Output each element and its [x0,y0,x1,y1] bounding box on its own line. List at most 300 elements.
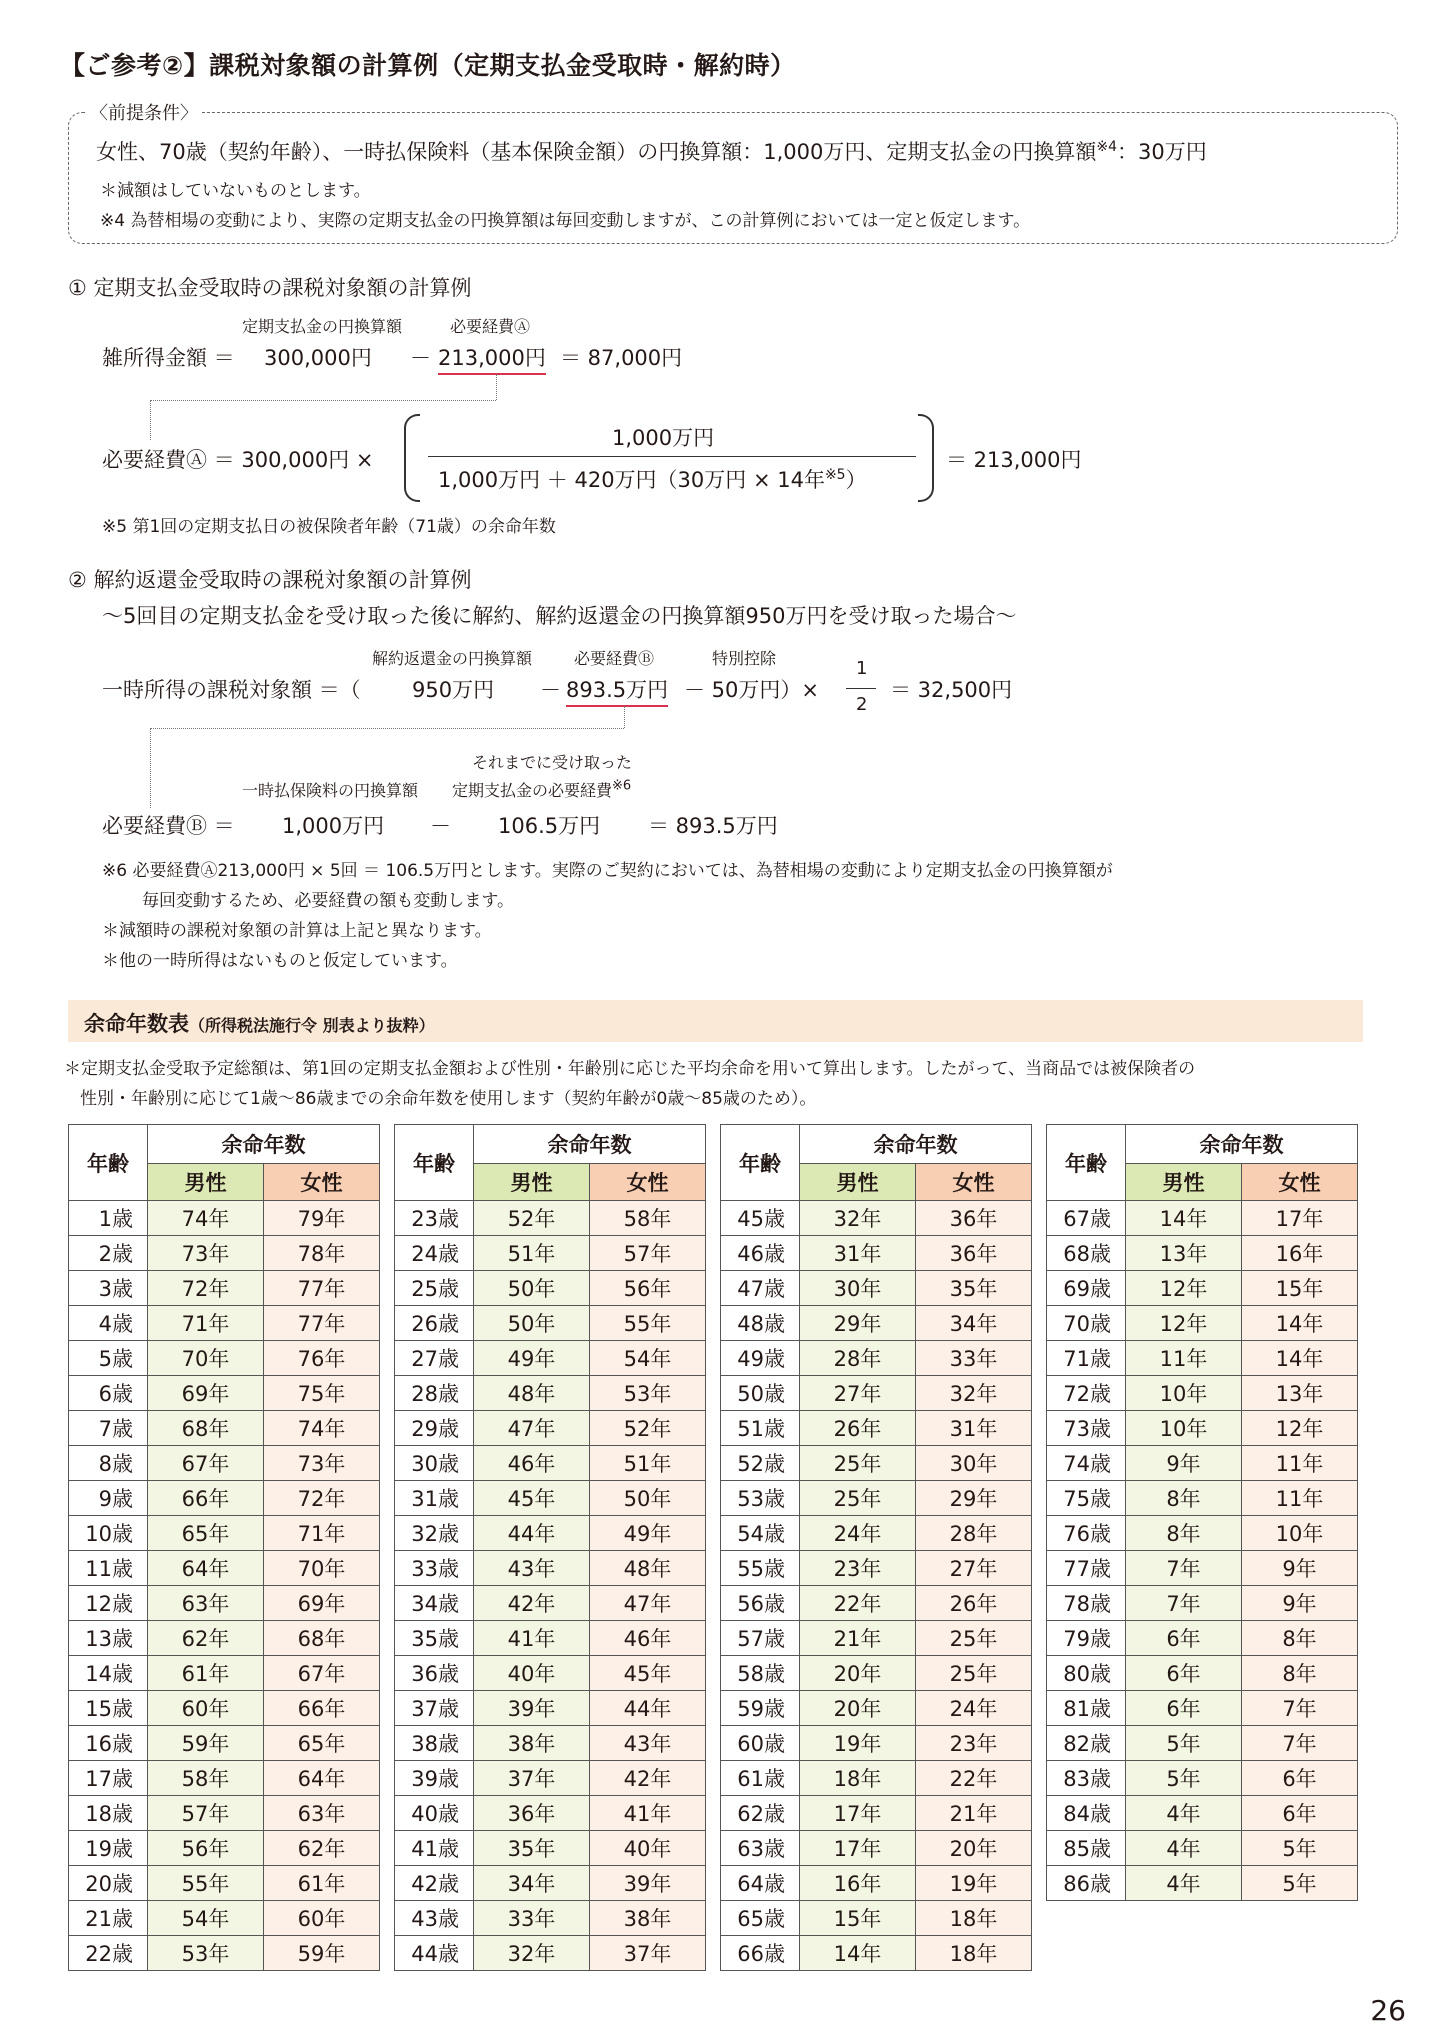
calc2-v3: － 50万円）× [684,678,819,702]
table-row [69,1481,380,1516]
life-table-note2: 性別・年齢別に応じて1歳～86歳までの余命年数を使用します（契約年齢が0歳～85歳のため）。 [80,1089,817,1109]
female-cell: 57年 [590,1236,706,1271]
table-row [1047,1271,1358,1306]
calc1-label-b: 必要経費Ⓐ [450,317,531,336]
header-male: 男性 [800,1164,916,1201]
male-cell: 11年 [1126,1341,1242,1376]
female-cell: 42年 [590,1761,706,1796]
age-cell: 7歳 [69,1411,148,1446]
table-row [69,1201,380,1236]
female-cell: 10年 [1242,1516,1358,1551]
premise-label: 〈前提条件〉 [86,99,202,125]
age-cell: 9歳 [69,1481,148,1516]
female-cell: 60年 [264,1901,380,1936]
male-cell: 55年 [148,1866,264,1901]
male-cell: 20年 [800,1691,916,1726]
calc1-exp-result: ＝ 213,000円 [946,448,1082,472]
age-cell: 65歳 [721,1901,800,1936]
table-row [1047,1411,1358,1446]
age-cell: 41歳 [395,1831,474,1866]
table-row [395,1726,706,1761]
table-row [395,1411,706,1446]
page-number: 26 [1370,1994,1406,2027]
age-cell: 46歳 [721,1236,800,1271]
female-cell: 5年 [1242,1831,1358,1866]
table-row [395,1936,706,1971]
age-cell: 15歳 [69,1691,148,1726]
age-cell: 84歳 [1047,1796,1126,1831]
calc2-note1b: 毎回変動するため、必要経費の額も変動します。 [142,891,514,911]
table-row [395,1866,706,1901]
calc2-e1: 1,000万円 [282,814,385,838]
age-cell: 16歳 [69,1726,148,1761]
age-cell: 64歳 [721,1866,800,1901]
table-row [721,1936,1032,1971]
table-row [69,1376,380,1411]
female-cell: 21年 [916,1796,1032,1831]
male-cell: 53年 [148,1936,264,1971]
age-cell: 59歳 [721,1691,800,1726]
female-cell: 36年 [916,1201,1032,1236]
header-male: 男性 [148,1164,264,1201]
male-cell: 59年 [148,1726,264,1761]
male-cell: 12年 [1126,1306,1242,1341]
table-row [1047,1621,1358,1656]
header-male: 男性 [474,1164,590,1201]
male-cell: 7年 [1126,1551,1242,1586]
calc2-connector-v2 [150,728,151,808]
male-cell: 37年 [474,1761,590,1796]
header-female: 女性 [590,1164,706,1201]
male-cell: 31年 [800,1236,916,1271]
male-cell: 14年 [1126,1201,1242,1236]
age-cell: 56歳 [721,1586,800,1621]
age-cell: 2歳 [69,1236,148,1271]
female-cell: 24年 [916,1691,1032,1726]
calc2-e2: 106.5万円 [498,814,601,838]
male-cell: 46年 [474,1446,590,1481]
age-cell: 31歳 [395,1481,474,1516]
table-row [395,1306,706,1341]
calc2-label-b: 必要経費Ⓑ [574,649,655,668]
male-cell: 32年 [474,1936,590,1971]
male-cell: 65年 [148,1516,264,1551]
calc2-label-e2: 定期支払金の必要経費$^{※6}$ [452,778,632,800]
male-cell: 39年 [474,1691,590,1726]
female-cell: 55年 [590,1306,706,1341]
female-cell: 14年 [1242,1341,1358,1376]
male-cell: 20年 [800,1656,916,1691]
male-cell: 25年 [800,1481,916,1516]
table-row [721,1831,1032,1866]
male-cell: 5年 [1126,1726,1242,1761]
table-row [395,1516,706,1551]
male-cell: 6年 [1126,1656,1242,1691]
male-cell: 67年 [148,1446,264,1481]
table-row [721,1866,1032,1901]
female-cell: 9年 [1242,1551,1358,1586]
calc2-connector-h [150,728,624,729]
female-cell: 11年 [1242,1481,1358,1516]
age-cell: 86歳 [1047,1866,1126,1901]
female-cell: 52年 [590,1411,706,1446]
table-row [395,1551,706,1586]
table-row [721,1271,1032,1306]
table-row [69,1551,380,1586]
female-cell: 54年 [590,1341,706,1376]
table-row [1047,1866,1358,1901]
table-row [395,1446,706,1481]
life-table-3 [720,1124,1032,1971]
male-cell: 47年 [474,1411,590,1446]
female-cell: 74年 [264,1411,380,1446]
age-cell: 83歳 [1047,1761,1126,1796]
female-cell: 20年 [916,1831,1032,1866]
female-cell: 38年 [590,1901,706,1936]
male-cell: 23年 [800,1551,916,1586]
table-row [1047,1796,1358,1831]
male-cell: 60年 [148,1691,264,1726]
male-cell: 41年 [474,1621,590,1656]
calc1-note: ※5 第1回の定期支払日の被保険者年齢（71歳）の余命年数 [102,517,556,537]
female-cell: 15年 [1242,1271,1358,1306]
life-table-1 [68,1124,380,1971]
age-cell: 37歳 [395,1691,474,1726]
calc1-numerator: 1,000万円 [612,426,715,450]
female-cell: 6年 [1242,1761,1358,1796]
table-row [721,1656,1032,1691]
calc1-connector-v2 [150,400,151,440]
female-cell: 72年 [264,1481,380,1516]
table-row [721,1376,1032,1411]
calc2-connector-v1 [624,706,625,728]
header-female: 女性 [916,1164,1032,1201]
female-cell: 9年 [1242,1586,1358,1621]
age-cell: 55歳 [721,1551,800,1586]
age-cell: 52歳 [721,1446,800,1481]
female-cell: 77年 [264,1271,380,1306]
table-row [395,1271,706,1306]
male-cell: 8年 [1126,1516,1242,1551]
age-cell: 22歳 [69,1936,148,1971]
header-age: 年齢 [721,1125,800,1201]
male-cell: 4年 [1126,1831,1242,1866]
age-cell: 40歳 [395,1796,474,1831]
age-cell: 4歳 [69,1306,148,1341]
age-cell: 29歳 [395,1411,474,1446]
calc2-frac-den: 2 [856,694,868,715]
male-cell: 36年 [474,1796,590,1831]
female-cell: 34年 [916,1306,1032,1341]
table-row [395,1376,706,1411]
female-cell: 46年 [590,1621,706,1656]
table-row [395,1691,706,1726]
calc1-denominator: 1,000万円 ＋ 420万円（30万円 × 14年$^{※5}$） [438,467,867,492]
header-female: 女性 [1242,1164,1358,1201]
female-cell: 36年 [916,1236,1032,1271]
table-row [721,1621,1032,1656]
table-row [1047,1516,1358,1551]
male-cell: 52年 [474,1201,590,1236]
age-cell: 63歳 [721,1831,800,1866]
female-cell: 56年 [590,1271,706,1306]
calc2-frac-num: 1 [856,658,868,679]
male-cell: 42年 [474,1586,590,1621]
age-cell: 72歳 [1047,1376,1126,1411]
female-cell: 7年 [1242,1691,1358,1726]
female-cell: 7年 [1242,1726,1358,1761]
calc2-label-c: 特別控除 [712,649,777,668]
female-cell: 78年 [264,1236,380,1271]
female-cell: 18年 [916,1936,1032,1971]
male-cell: 66年 [148,1481,264,1516]
female-cell: 45年 [590,1656,706,1691]
table-row [69,1866,380,1901]
male-cell: 50年 [474,1271,590,1306]
age-cell: 77歳 [1047,1551,1126,1586]
male-cell: 74年 [148,1201,264,1236]
header-age: 年齢 [1047,1125,1126,1201]
table-row [69,1656,380,1691]
age-cell: 50歳 [721,1376,800,1411]
male-cell: 57年 [148,1796,264,1831]
male-cell: 51年 [474,1236,590,1271]
female-cell: 61年 [264,1866,380,1901]
calc1-connector-v1 [496,374,497,400]
table-row [1047,1341,1358,1376]
header-male: 男性 [1126,1164,1242,1201]
age-cell: 74歳 [1047,1446,1126,1481]
life-table-2 [394,1124,706,1971]
table-row [1047,1446,1358,1481]
table-row [395,1796,706,1831]
female-cell: 69年 [264,1586,380,1621]
age-cell: 51歳 [721,1411,800,1446]
male-cell: 17年 [800,1796,916,1831]
female-cell: 18年 [916,1901,1032,1936]
table-row [721,1586,1032,1621]
female-cell: 6年 [1242,1796,1358,1831]
header-life: 余命年数 [474,1125,706,1164]
age-cell: 70歳 [1047,1306,1126,1341]
header-age: 年齢 [395,1125,474,1201]
male-cell: 61年 [148,1656,264,1691]
table-row [1047,1376,1358,1411]
table-row [721,1411,1032,1446]
age-cell: 54歳 [721,1516,800,1551]
age-cell: 75歳 [1047,1481,1126,1516]
female-cell: 58年 [590,1201,706,1236]
female-cell: 30年 [916,1446,1032,1481]
female-cell: 73年 [264,1446,380,1481]
female-cell: 44年 [590,1691,706,1726]
male-cell: 63年 [148,1586,264,1621]
header-life: 余命年数 [800,1125,1032,1164]
male-cell: 10年 [1126,1376,1242,1411]
age-cell: 25歳 [395,1271,474,1306]
female-cell: 8年 [1242,1656,1358,1691]
female-cell: 37年 [590,1936,706,1971]
female-cell: 26年 [916,1586,1032,1621]
table-row [1047,1551,1358,1586]
table-row [1047,1656,1358,1691]
calc1-minus: － [410,346,431,370]
female-cell: 65年 [264,1726,380,1761]
female-cell: 19年 [916,1866,1032,1901]
female-cell: 27年 [916,1551,1032,1586]
male-cell: 18年 [800,1761,916,1796]
female-cell: 79年 [264,1201,380,1236]
female-cell: 40年 [590,1831,706,1866]
table-row [395,1656,706,1691]
male-cell: 72年 [148,1271,264,1306]
male-cell: 56年 [148,1831,264,1866]
calc2-minus: － [540,678,561,702]
age-cell: 85歳 [1047,1831,1126,1866]
female-cell: 53年 [590,1376,706,1411]
female-cell: 64年 [264,1761,380,1796]
male-cell: 64年 [148,1551,264,1586]
age-cell: 58歳 [721,1656,800,1691]
female-cell: 12年 [1242,1411,1358,1446]
table-row [1047,1236,1358,1271]
male-cell: 45年 [474,1481,590,1516]
page-title: 【ご参考②】課税対象額の計算例（定期支払金受取時・解約時） [60,51,796,80]
table-row [69,1831,380,1866]
age-cell: 14歳 [69,1656,148,1691]
age-cell: 81歳 [1047,1691,1126,1726]
calc1-exp-lhs: 必要経費Ⓐ ＝ 300,000円 × [102,448,374,472]
age-cell: 32歳 [395,1516,474,1551]
male-cell: 71年 [148,1306,264,1341]
female-cell: 14年 [1242,1306,1358,1341]
age-cell: 57歳 [721,1621,800,1656]
male-cell: 40年 [474,1656,590,1691]
male-cell: 73年 [148,1236,264,1271]
age-cell: 33歳 [395,1551,474,1586]
calc2-label-e1: それまでに受け取った [472,753,633,772]
age-cell: 48歳 [721,1306,800,1341]
male-cell: 43年 [474,1551,590,1586]
age-cell: 12歳 [69,1586,148,1621]
age-cell: 24歳 [395,1236,474,1271]
calc2-sub: ～5回目の定期支払金を受け取った後に解約、解約返還金の円換算額950万円を受け取った場合～ [102,604,1017,628]
male-cell: 28年 [800,1341,916,1376]
table-row [721,1551,1032,1586]
age-cell: 26歳 [395,1306,474,1341]
table-row [1047,1201,1358,1236]
table-row [721,1201,1032,1236]
female-cell: 25年 [916,1656,1032,1691]
male-cell: 13年 [1126,1236,1242,1271]
calc1-v2: 213,000円 [438,342,546,375]
male-cell: 8年 [1126,1481,1242,1516]
table-row [69,1271,380,1306]
female-cell: 28年 [916,1516,1032,1551]
male-cell: 49年 [474,1341,590,1376]
male-cell: 29年 [800,1306,916,1341]
table-row [1047,1306,1358,1341]
table-row [1047,1481,1358,1516]
female-cell: 75年 [264,1376,380,1411]
male-cell: 68年 [148,1411,264,1446]
male-cell: 44年 [474,1516,590,1551]
table-row [395,1201,706,1236]
calc2-note2: ＊減額時の課税対象額の計算は上記と異なります。 [102,921,492,941]
table-row [395,1831,706,1866]
age-cell: 80歳 [1047,1656,1126,1691]
age-cell: 66歳 [721,1936,800,1971]
calc2-note1: ※6 必要経費Ⓐ213,000円 × 5回 ＝ 106.5万円とします。実際のご契約においては、為替相場の変動により定期支払金の円換算額が [102,861,1113,881]
female-cell: 63年 [264,1796,380,1831]
male-cell: 54年 [148,1901,264,1936]
age-cell: 36歳 [395,1656,474,1691]
female-cell: 68年 [264,1621,380,1656]
table-row [721,1481,1032,1516]
table-row [395,1621,706,1656]
calc2-label-a: 解約返還金の円換算額 [372,649,533,668]
age-cell: 82歳 [1047,1726,1126,1761]
male-cell: 48年 [474,1376,590,1411]
female-cell: 25年 [916,1621,1032,1656]
age-cell: 44歳 [395,1936,474,1971]
female-cell: 11年 [1242,1446,1358,1481]
age-cell: 11歳 [69,1551,148,1586]
table-row [721,1691,1032,1726]
table-row [69,1761,380,1796]
header-age: 年齢 [69,1125,148,1201]
calc2-result: ＝ 32,500円 [890,678,1013,702]
table-row [721,1726,1032,1761]
calc1-bracket-left [404,414,420,502]
premise-note1: ＊減額はしていないものとします。 [100,181,371,201]
table-row [721,1236,1032,1271]
life-table-title: 余命年数表（所得税法施行令 別表より抜粋） [84,1012,435,1036]
age-cell: 34歳 [395,1586,474,1621]
table-row [69,1446,380,1481]
female-cell: 22年 [916,1761,1032,1796]
table-row [69,1726,380,1761]
female-cell: 41年 [590,1796,706,1831]
male-cell: 14年 [800,1936,916,1971]
table-row [395,1481,706,1516]
age-cell: 6歳 [69,1376,148,1411]
calc1-label-a: 定期支払金の円換算額 [242,317,403,336]
calc2-note3: ＊他の一時所得はないものと仮定しています。 [102,951,458,971]
life-table-note1: ＊定期支払金受取予定総額は、第1回の定期支払金額および性別・年齢別に応じた平均余命を用いて算出します。したがって、当商品では被保険者の [64,1059,1196,1079]
age-cell: 68歳 [1047,1236,1126,1271]
age-cell: 23歳 [395,1201,474,1236]
age-cell: 53歳 [721,1481,800,1516]
male-cell: 6年 [1126,1621,1242,1656]
male-cell: 4年 [1126,1796,1242,1831]
male-cell: 21年 [800,1621,916,1656]
age-cell: 60歳 [721,1726,800,1761]
table-row [1047,1761,1358,1796]
male-cell: 24年 [800,1516,916,1551]
calc2-e-result: ＝ 893.5万円 [648,814,778,838]
calc1-v1: 300,000円 [264,346,372,370]
table-row [721,1761,1032,1796]
female-cell: 50年 [590,1481,706,1516]
table-row [1047,1831,1358,1866]
female-cell: 70年 [264,1551,380,1586]
age-cell: 13歳 [69,1621,148,1656]
table-row [1047,1691,1358,1726]
table-row [69,1306,380,1341]
age-cell: 5歳 [69,1341,148,1376]
age-cell: 38歳 [395,1726,474,1761]
